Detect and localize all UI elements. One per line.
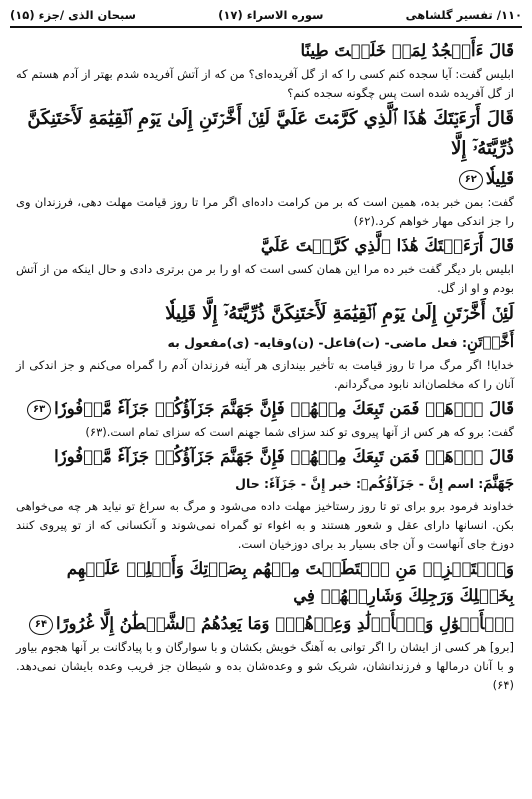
translation-paragraph: [برو] هر کسی از ایشان را اگر توانی به آهنگ خویش بکشان و با سوارگان و با پیادگانت بر آنها هجوم بیاور و با آنان درمالها و فرزندانشان، شریک شو و وعده‌شان بده و شیطان جز فریب وعده بایشان نمی‌دهد.(۶۴) [16,640,514,692]
page-header [10,4,522,28]
quran-verse [16,232,514,259]
verse-text: وَٱسۡتَفۡزِزۡ مَنِ ٱسۡتَطَعۡتَ مِنۡهُم بِصَوۡتِكَ وَأَجۡلِبۡ عَلَيۡهِم بِخَيۡلِكَ وَرَجِلِكَ وَشَارِكۡهُمۡ فِي [66,559,514,605]
juz-label: سبحان الذی /جزء (۱۵) [10,8,136,22]
translation-paragraph: خداوند فرمود برو برای تو تا روز رستاخیز مهلت داده می‌شود و مرگ به سراغ تو نیاید هر چه می‌خواهی بکن. انسانها دارای عقل و شعور هستند و به اغواء تو گمراه نمی‌شوند و آنکسانی که از تو پیروی کنند دوزخ جای آنهاست و آن جای بسیار بد برای دوزخیان است. [16,499,514,551]
verse-number: ۶۴ [29,615,53,635]
verse-text: قَالَ ٱذۡهَبۡ فَمَن تَبِعَكَ مِنۡهُمۡ فَإِنَّ جَهَنَّمَ جَزَآؤُكُمۡ جَزَآءٗ مَّوۡفُورٗا [54,447,514,466]
page-content [16,36,514,793]
translation-paragraph: خدایا! اگر مرگ مرا تا روز قیامت به تأخیر بیندازی هر آینه فرزندان آدم را گمراه می‌کنم و جز اندکی از آنان را که مخلصان‌اند نابود می‌گردانم. [16,358,514,391]
quran-verse [16,104,514,164]
verse-number: ۶۲ [459,170,483,190]
translation-paragraph: ابلیس گفت: آیا سجده کنم کسی را که از گل آفریده‌ای؟ من که از آتش آفریده شدم بهتر از آدم هستم که از گل آفریده شده است پس چگونه سجده کنم؟ [16,67,514,100]
grammar-text: : اسم إِنَّ - جَزَآؤُكُمۡ: خبر إِنَّ - جَزَآءٗ: حال [235,476,484,491]
verse-text: لَئِنۡ أَخَّرۡتَنِ إِلَىٰ يَوۡمِ ٱلۡقِيَٰمَةِ لَأَحۡتَنِكَنَّ ذُرِّيَّتَهُۥٓ إِلَّا قَلِيلٗا [165,303,514,324]
quran-verse [16,555,514,609]
surah-label: سوره الاسراء (۱۷) [218,8,324,22]
verse-text: ٱلۡأَمۡوَٰلِ وَٱلۡأَوۡلَٰدِ وَعِدۡهُمۡۚ وَمَا يَعِدُهُمُ ٱلشَّيۡطَٰنُ إِلَّا غُرُورًا [56,614,514,633]
quran-verse [16,395,514,422]
quran-verse [16,610,514,637]
grammar-text: : فعل ماضی- (ت)فاعل- (ن)وقایه- (ی)مفعول به [167,335,467,350]
verse-text: قَالَ أَرَءَيۡتَكَ هَٰذَا ٱلَّذِي كَرَّمۡتَ عَلَيَّ لَئِنۡ أَخَّرۡتَنِ إِلَىٰ يَوۡمِ ٱلۡقِيَٰمَةِ لَأَحۡتَنِكَنَّ ذُرِّيَّتَهُۥٓ إِلَّا [27,108,514,159]
translation-paragraph: گفت: بمن خبر بده، همین است که بر من کرامت داده‌ای اگر مرا تا روز قیامت مهلت دهی، فرزندان وی را جز اندکی مهار خواهم کرد.(۶۲) [16,195,514,228]
translation-paragraph: گفت: برو که هر کس از آنها پیروی تو کند سزای شما جهنم است که سزای تمام است.(۶۳) [85,425,514,439]
quran-verse [16,37,514,64]
page-title: ۱۱۰/ تفسیر گلشاهی [405,8,522,22]
grammar-note [16,331,514,354]
quran-verse [16,299,514,329]
verse-number: ۶۳ [27,400,51,420]
verse-text: قَالَ ٱذۡهَبۡ فَمَن تَبِعَكَ مِنۡهُمۡ فَإِنَّ جَهَنَّمَ جَزَآؤُكُمۡ جَزَآءٗ مَّوۡفُورٗا [54,399,514,418]
grammar-word: أَخَّرۡتَنِ [466,333,514,351]
quran-verse [16,443,514,470]
quran-verse [16,165,514,192]
translation-paragraph: ابلیس بار دیگر گفت خبر ده مرا این همان کسی است که او را بر من برتری دادی و حال اینکه من از آتش بودم و او از گل. [16,262,514,295]
grammar-word: جَهَنَّمَ [483,474,514,492]
verse-text: قَالَ ءَأَسۡجُدُ لِمَنۡ خَلَقۡتَ طِينًا [300,41,514,60]
verse-text: قَلِيلٗا [485,169,514,188]
grammar-note [16,472,514,495]
verse-text: قَالَ أَرَءَيۡتَكَ هَٰذَا ٱلَّذِي كَرَّمۡتَ عَلَيَّ [260,236,514,255]
